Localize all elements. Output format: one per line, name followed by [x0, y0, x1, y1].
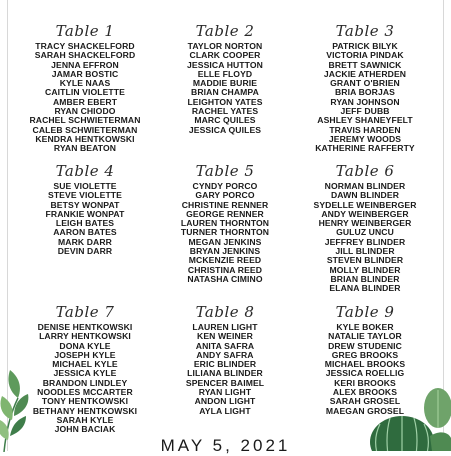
guest-name: BETSY WONPAT: [50, 199, 120, 210]
guest-name: NOODLES MCCARTER: [37, 387, 133, 398]
guest-name: AMBER EBERT: [52, 96, 118, 107]
guest-name: GARY PORCO: [195, 190, 255, 201]
guest-name: BRIA BORJAS: [335, 87, 395, 98]
table-title: Table 2: [195, 22, 255, 40]
guest-name: MICHAEL BROOKS: [324, 359, 406, 370]
guest-name: TRACY SHACKELFORD: [35, 41, 135, 51]
guest-name: MARC QUILES: [194, 115, 256, 126]
guest-name: SARAH KYLE: [56, 414, 114, 425]
guest-name: CHRISTINA REED: [187, 264, 263, 275]
guest-name: SUE VIOLETTE: [53, 181, 117, 191]
guest-name: SARAH GROSEL: [329, 396, 401, 407]
guest-name: JESSICA ROELLIG: [325, 368, 405, 379]
guest-name: RYAN CHIODO: [54, 106, 116, 117]
guest-name: CLARK COOPER: [189, 50, 261, 61]
guest-name: SPENCER BAIMEL: [185, 377, 265, 388]
guest-name: TAYLOR NORTON: [187, 41, 263, 51]
guest-name: KENDRA HENTKOWSKI: [35, 133, 135, 144]
guest-name: ELANA BLINDER: [329, 283, 401, 294]
guest-name: ALEX BROOKS: [332, 387, 398, 398]
guest-name: DEVIN DARR: [57, 246, 113, 257]
guest-name: ASHLEY SHANEYFELT: [317, 115, 413, 126]
guest-name: JEFFREY BLINDER: [324, 236, 406, 247]
guest-name: DENISE HENTKOWSKI: [37, 322, 133, 332]
guest-name: GEORGE RENNER: [186, 208, 264, 219]
guest-name: CHRISTINE RENNER: [181, 199, 269, 210]
guest-name: KYLE NAAS: [59, 78, 111, 89]
guest-name: BETHANY HENTKOWSKI: [32, 405, 138, 416]
guest-name: NATASHA CIMINO: [187, 273, 263, 284]
guest-name: KEN WEINER: [197, 331, 253, 342]
table-title: Table 5: [195, 162, 255, 180]
guest-name: MADDIE BURIE: [192, 78, 258, 89]
guest-name: SYDELLE WEINBERGER: [313, 199, 417, 210]
guest-name: RYAN JOHNSON: [330, 96, 400, 107]
guest-name: JESSICA KYLE: [53, 368, 117, 379]
table-3-block: [290, 22, 440, 154]
guest-name: JEFF DUBB: [340, 106, 390, 117]
guest-name: TRAVIS HARDEN: [329, 124, 401, 135]
guest-name: NATALIE TAYLOR: [328, 331, 402, 342]
guest-name: GRANT O'BRIEN: [330, 78, 400, 89]
guest-name: TONY HENTKOWSKI: [41, 396, 129, 407]
guest-name: JOHN BACIAK: [54, 424, 116, 435]
guest-name: LILIANA BLINDER: [187, 368, 263, 379]
guest-name: ANITA SAFRA: [195, 340, 255, 351]
guest-name: JACKIE ATHERDEN: [323, 68, 407, 79]
guest-name: BRIAN BLINDER: [330, 273, 400, 284]
table-6-block: [290, 162, 440, 294]
guest-name: CALEB SCHWIETERMAN: [32, 124, 138, 135]
guest-name: DREW STUDENIC: [328, 340, 402, 351]
table-8-block: [150, 303, 300, 416]
guest-name: AARON BATES: [53, 227, 117, 238]
table-title: Table 7: [55, 303, 115, 321]
guest-name: RACHEL SCHWIETERMAN: [29, 115, 141, 126]
guest-name: JESSICA QUILES: [188, 124, 262, 135]
guest-name: MCKENZIE REED: [188, 255, 262, 266]
guest-name: BRETT SAWNICK: [328, 59, 402, 70]
guest-name: KATHERINE RAFFERTY: [315, 143, 415, 154]
guest-name: JENNA EFFRON: [51, 59, 119, 70]
guest-name: SARAH SHACKELFORD: [34, 50, 136, 61]
guest-name: PATRICK BILYK: [332, 41, 398, 51]
table-4-block: [10, 162, 160, 256]
guest-name: CAITLIN VIOLETTE: [45, 87, 125, 98]
guest-name: JOSEPH KYLE: [54, 349, 116, 360]
guest-name: AYLA LIGHT: [199, 405, 251, 416]
guest-name: GREG BROOKS: [331, 349, 399, 360]
guest-name: BRYAN JENKINS: [189, 246, 261, 257]
guest-name: ANDY SAFRA: [196, 349, 254, 360]
event-date: MAY 5, 2021: [160, 436, 291, 455]
guest-name: BRANDON LINDLEY: [42, 377, 128, 388]
guest-name: MICHAEL KYLE: [52, 359, 118, 370]
guest-name: CYNDY PORCO: [192, 181, 258, 191]
guest-name: LAUREN THORNTON: [180, 218, 270, 229]
table-title: Table 4: [55, 162, 115, 180]
table-title: Table 6: [335, 162, 395, 180]
guest-name: VICTORIA PINDAK: [326, 50, 404, 61]
guest-name: KYLE BOKER: [336, 322, 394, 332]
guest-name: FRANKIE WONPAT: [45, 208, 125, 219]
guest-name: MOLLY BLINDER: [329, 264, 401, 275]
guest-name: KERI BROOKS: [334, 377, 396, 388]
guest-name: RYAN LIGHT: [198, 387, 252, 398]
guest-name: LEIGHTON YATES: [187, 96, 263, 107]
guest-name: ELLE FLOYD: [197, 68, 253, 79]
guest-name: TURNER THORNTON: [180, 227, 270, 238]
guest-name: JILL BLINDER: [335, 246, 395, 257]
guest-name: RYAN BEATON: [53, 143, 117, 154]
table-title: Table 8: [195, 303, 255, 321]
guest-name: ERIC BLINDER: [193, 359, 257, 370]
table-5-block: [150, 162, 300, 284]
table-title: Table 1: [55, 22, 115, 40]
guest-name: ANDY WEINBERGER: [321, 208, 409, 219]
guest-name: LEIGH BATES: [55, 218, 115, 229]
guest-name: ANDON LIGHT: [194, 396, 256, 407]
table-title: Table 3: [335, 22, 395, 40]
guest-name: LAUREN LIGHT: [192, 322, 258, 332]
guest-name: JAMAR BOSTIC: [51, 68, 119, 79]
guest-name: HENRY WEINBERGER: [318, 218, 412, 229]
guest-name: BRIAN CHAMPA: [191, 87, 259, 98]
guest-name: LARRY HENTKOWSKI: [39, 331, 131, 342]
guest-name: JESSICA HUTTON: [187, 59, 263, 70]
guest-name: STEVE VIOLETTE: [48, 190, 122, 201]
guest-name: DAWN BLINDER: [330, 190, 400, 201]
table-2-block: [150, 22, 300, 135]
guest-name: DONA KYLE: [59, 340, 111, 351]
guest-name: RACHEL YATES: [191, 106, 259, 117]
guest-name: NORMAN BLINDER: [324, 181, 406, 191]
guest-name: MAEGAN GROSEL: [325, 405, 405, 416]
table-1-block: [10, 22, 160, 154]
guest-name: STEVEN BLINDER: [326, 255, 404, 266]
guest-name: GULUZ UNCU: [336, 227, 394, 238]
table-title: Table 9: [335, 303, 395, 321]
guest-name: MARK DARR: [58, 236, 112, 247]
guest-name: JEREMY WOODS: [328, 133, 402, 144]
guest-name: MEGAN JENKINS: [188, 236, 262, 247]
